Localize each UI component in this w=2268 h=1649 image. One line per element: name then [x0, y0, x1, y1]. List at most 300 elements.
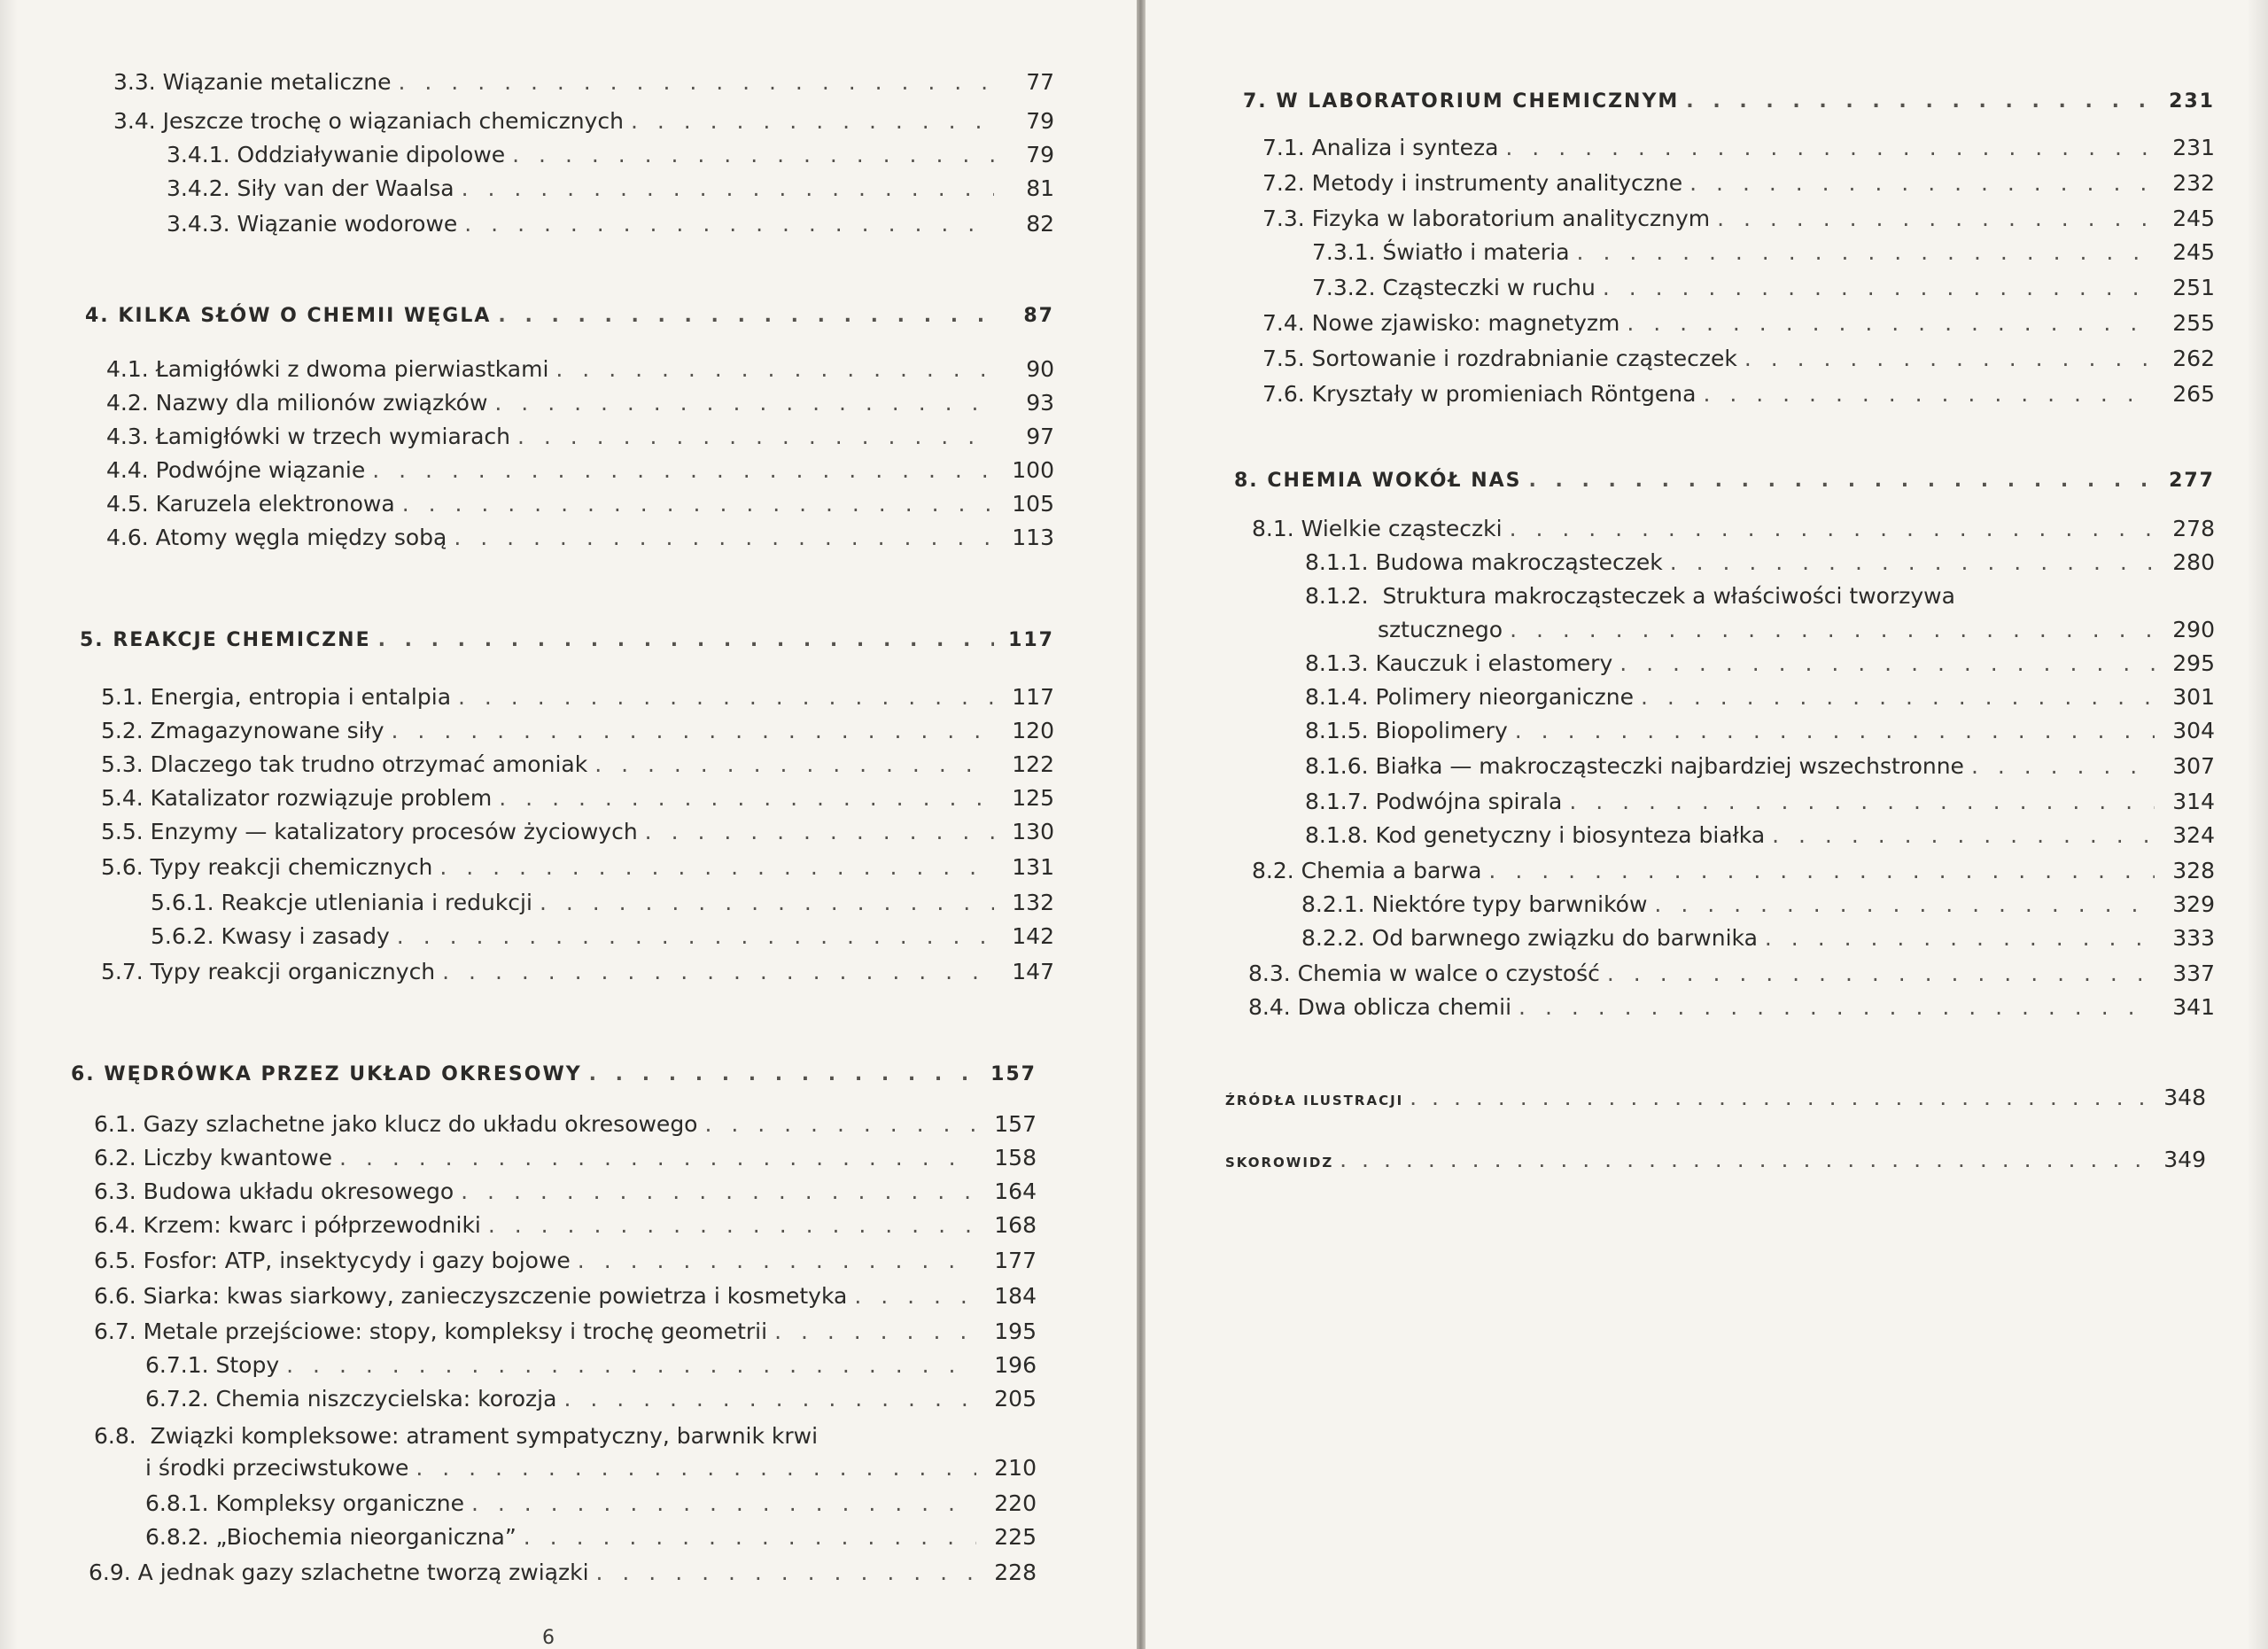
book-spine-gutter	[1137, 0, 1146, 1649]
entry-title: Katalizator rozwiązuje problem	[150, 785, 493, 811]
entry-title: Budowa układu okresowego	[143, 1178, 454, 1204]
entry-title: Biopolimery	[1375, 718, 1508, 743]
dot-leader	[1510, 514, 2155, 544]
entry-title: Łamigłówki w trzech wymiarach	[155, 424, 510, 449]
toc-entry	[101, 817, 1054, 847]
entry-title: Podwójna spirala	[1375, 789, 1563, 814]
entry-page: 205	[994, 1386, 1037, 1412]
dot-leader	[494, 388, 994, 418]
entry-title: „Biochemia nieorganiczna”	[215, 1524, 517, 1550]
entry-title: Wiązanie wodorowe	[237, 211, 458, 237]
chapter-page: 117	[1008, 629, 1054, 651]
dot-leader	[392, 716, 994, 746]
back-matter-entry	[1225, 1083, 2206, 1116]
entry-number: 8.1.5.	[1305, 718, 1369, 743]
toc-entry	[1262, 379, 2215, 409]
entry-number: 3.4.3.	[167, 211, 230, 237]
entry-number: 8.2.2.	[1301, 925, 1365, 951]
chapter-page: 277	[2169, 470, 2215, 492]
toc-entry	[106, 422, 1054, 452]
entry-title: Chemia niszczycielska: korozja	[215, 1386, 557, 1412]
chapter-title: WĘDRÓWKA PRZEZ UKŁAD OKRESOWY	[104, 1063, 582, 1085]
dot-leader	[286, 1350, 976, 1381]
toc-entry-first-line	[94, 1421, 818, 1451]
dot-leader	[1717, 204, 2155, 234]
entry-page: 157	[994, 1111, 1037, 1137]
entry-title: Struktura makrocząsteczek a właściwości tworzywa	[1382, 583, 1955, 609]
dot-leader	[1627, 308, 2155, 338]
entry-title: A jednak gazy szlachetne tworzą związki	[137, 1560, 589, 1585]
toc-entry	[101, 716, 1054, 746]
entry-title: Podwójne wiązanie	[155, 457, 366, 483]
entry-title: Krzem: kwarc i półprzewodniki	[143, 1212, 481, 1238]
entry-page: 122	[1012, 751, 1054, 777]
dot-leader	[540, 888, 994, 918]
entry-number: 7.1.	[1262, 135, 1305, 160]
chapter-heading	[71, 1060, 1037, 1090]
entry-number: 8.3.	[1248, 961, 1291, 986]
entry-page: 295	[2172, 650, 2215, 676]
entry-number: 4.5.	[106, 491, 149, 517]
back-matter-page: 348	[2163, 1085, 2206, 1110]
entry-page: 105	[1012, 491, 1054, 517]
entry-title: Siły van der Waalsa	[237, 175, 454, 201]
entry-number: 4.4.	[106, 457, 149, 483]
toc-entry	[1305, 716, 2215, 746]
chapter-page: 231	[2169, 90, 2215, 113]
entry-title: Oddziaływanie dipolowe	[237, 142, 506, 167]
entry-page: 196	[994, 1352, 1037, 1378]
entry-number: 5.6.1.	[151, 890, 214, 915]
entry-title: Chemia a barwa	[1301, 858, 1482, 883]
entry-page: 147	[1012, 959, 1054, 984]
entry-page: 245	[2172, 206, 2215, 231]
entry-number: 8.2.1.	[1301, 891, 1365, 917]
dot-leader	[1772, 821, 2155, 851]
toc-entry	[145, 1522, 1037, 1552]
entry-page: 255	[2172, 310, 2215, 336]
entry-number: 4.6.	[106, 525, 149, 550]
entry-title: Fosfor: ATP, insektycydy i gazy bojowe	[143, 1248, 571, 1273]
chapter-page: 157	[990, 1063, 1037, 1085]
entry-title: Metale przejściowe: stopy, kompleksy i trochę geometrii	[143, 1318, 768, 1344]
entry-number: 5.3.	[101, 751, 144, 777]
toc-entry	[94, 1109, 1037, 1140]
entry-title: Gazy szlachetne jako klucz do układu okresowego	[143, 1111, 698, 1137]
chapter-title: CHEMIA WOKÓŁ NAS	[1267, 470, 1522, 492]
entry-number: 4.3.	[106, 424, 149, 449]
dot-leader	[397, 922, 994, 952]
dot-leader	[462, 174, 994, 204]
dot-leader	[578, 1246, 976, 1276]
entry-number: 6.1.	[94, 1111, 136, 1137]
toc-entry	[1262, 133, 2215, 163]
toc-entry	[101, 783, 1054, 813]
entry-number: 5.7.	[101, 959, 144, 984]
entry-page: 93	[1026, 390, 1054, 416]
entry-page: 113	[1012, 525, 1054, 550]
toc-entry	[1248, 959, 2215, 989]
entry-title: Siarka: kwas siarkowy, zanieczyszczenie powietrza i kosmetyka	[143, 1283, 848, 1309]
chapter-heading	[85, 301, 1054, 331]
entry-number: 8.1.4.	[1305, 684, 1369, 710]
entry-page: 184	[994, 1283, 1037, 1309]
toc-entry	[1305, 649, 2215, 679]
toc-entry	[94, 1210, 1037, 1241]
toc-entry	[113, 67, 1054, 97]
entry-title: Reakcje utleniania i redukcji	[221, 890, 532, 915]
dot-leader	[339, 1143, 976, 1173]
toc-entry	[1262, 308, 2215, 338]
entry-number: 6.4.	[94, 1212, 136, 1238]
entry-title: Wielkie cząsteczki	[1301, 516, 1503, 541]
toc-entry	[94, 1177, 1037, 1207]
entry-page: 158	[994, 1145, 1037, 1171]
dot-leader	[402, 489, 994, 519]
entry-number: 7.5.	[1262, 346, 1305, 371]
dot-leader	[1518, 992, 2155, 1023]
entry-title-continued: sztucznego	[1378, 617, 1503, 642]
entry-number: 4.1.	[106, 356, 149, 382]
entry-number: 6.8.	[94, 1423, 136, 1449]
dot-leader	[454, 523, 994, 553]
entry-number: 6.5.	[94, 1248, 136, 1273]
dot-leader	[1703, 379, 2155, 409]
entry-number: 6.7.	[94, 1318, 136, 1344]
entry-number: 5.6.	[101, 854, 144, 880]
entry-number: 8.1.3.	[1305, 650, 1369, 676]
toc-entry	[94, 1143, 1037, 1173]
dot-leader	[1340, 1147, 2146, 1178]
chapter-number: 5.	[80, 629, 105, 651]
dot-leader	[517, 422, 994, 452]
toc-entry	[94, 1317, 1037, 1347]
toc-entry	[1252, 514, 2215, 544]
entry-title: Karuzela elektronowa	[155, 491, 395, 517]
entry-number: 8.1.8.	[1305, 822, 1369, 848]
entry-number: 4.2.	[106, 390, 149, 416]
entry-number: 3.4.2.	[167, 175, 230, 201]
entry-page: 314	[2172, 789, 2215, 814]
entry-title: Niektóre typy barwników	[1371, 891, 1648, 917]
dot-leader	[1641, 682, 2155, 712]
page-number: 6	[542, 1627, 555, 1649]
toc-entry	[1262, 168, 2215, 198]
toc-entry	[94, 1246, 1037, 1276]
back-matter-title: SKOROWIDZ	[1225, 1155, 1334, 1171]
toc-entry	[145, 1350, 1037, 1381]
dot-leader	[594, 750, 994, 780]
entry-title: Łamigłówki z dwoma pierwiastkami	[155, 356, 549, 382]
chapter-title: W LABORATORIUM CHEMICZNYM	[1276, 90, 1680, 113]
entry-number: 6.8.2.	[145, 1524, 209, 1550]
dot-leader	[563, 1384, 976, 1414]
toc-entry	[1305, 787, 2215, 817]
dot-leader	[555, 354, 994, 385]
toc-entry	[1312, 273, 2215, 303]
entry-number: 8.1.6.	[1305, 753, 1369, 779]
entry-title: Enzymy — katalizatory procesów życiowych	[150, 819, 638, 844]
dot-leader	[1515, 716, 2155, 746]
dot-leader	[704, 1109, 976, 1140]
dot-leader	[1410, 1085, 2146, 1116]
dot-leader	[1654, 890, 2155, 920]
entry-page: 220	[994, 1490, 1037, 1516]
entry-page: 97	[1026, 424, 1054, 449]
toc-entry	[1301, 923, 2215, 953]
dot-leader	[498, 301, 994, 331]
toc-entry	[1305, 821, 2215, 851]
entry-title: Kod genetyczny i biosynteza białka	[1375, 822, 1766, 848]
toc-entry	[101, 957, 1054, 987]
entry-number: 8.2.	[1252, 858, 1294, 883]
right-page-edge-shadow	[2247, 0, 2268, 1649]
toc-entry	[151, 922, 1054, 952]
entry-title: Polimery nieorganiczne	[1375, 684, 1635, 710]
chapter-number: 6.	[71, 1063, 96, 1085]
entry-title: Białka — makrocząsteczki najbardziej wszechstronne	[1375, 753, 1964, 779]
toc-entry	[106, 354, 1054, 385]
chapter-heading	[1234, 466, 2215, 496]
entry-title: Energia, entropia i entalpia	[150, 684, 452, 710]
dot-leader	[471, 1489, 976, 1519]
entry-page: 82	[1026, 211, 1054, 237]
toc-entry	[101, 852, 1054, 883]
entry-number: 5.6.2.	[151, 923, 214, 949]
right-page	[1146, 0, 2268, 1649]
entry-page: 90	[1026, 356, 1054, 382]
dot-leader	[854, 1281, 976, 1311]
toc-entry	[101, 682, 1054, 712]
entry-title: Kryształy w promieniach Röntgena	[1311, 381, 1697, 407]
entry-number: 6.2.	[94, 1145, 136, 1171]
toc-entry-continuation	[1378, 615, 2215, 645]
dot-leader	[1607, 959, 2155, 989]
toc-entry	[1301, 890, 2215, 920]
entry-title: Typy reakcji organicznych	[150, 959, 436, 984]
toc-entry	[145, 1384, 1037, 1414]
toc-entry	[151, 888, 1054, 918]
entry-title: Zmagazynowane siły	[150, 718, 384, 743]
toc-entry-first-line	[1305, 581, 1955, 611]
entry-number: 6.7.1.	[145, 1352, 209, 1378]
entry-number: 5.1.	[101, 684, 144, 710]
entry-page: 130	[1012, 819, 1054, 844]
back-matter-entry	[1225, 1145, 2206, 1178]
dot-leader	[442, 957, 994, 987]
left-page-edge-shadow	[0, 0, 18, 1649]
toc-entry	[1252, 856, 2215, 886]
entry-title: Kwasy i zasady	[221, 923, 390, 949]
dot-leader	[461, 1177, 976, 1207]
entry-number: 7.3.	[1262, 206, 1305, 231]
entry-page: 225	[994, 1524, 1037, 1550]
chapter-number: 7.	[1243, 90, 1268, 113]
entry-page: 228	[994, 1560, 1037, 1585]
entry-number: 8.4.	[1248, 994, 1291, 1020]
toc-entry	[1305, 682, 2215, 712]
dot-leader	[1488, 856, 2155, 886]
dot-leader	[774, 1317, 976, 1347]
entry-number: 5.4.	[101, 785, 144, 811]
entry-number: 8.1.	[1252, 516, 1294, 541]
entry-number: 6.7.2.	[145, 1386, 209, 1412]
entry-number: 3.4.1.	[167, 142, 230, 167]
entry-title: Kauczuk i elastomery	[1375, 650, 1613, 676]
entry-page: 333	[2172, 925, 2215, 951]
entry-page: 177	[994, 1248, 1037, 1273]
toc-entry	[89, 1558, 1037, 1588]
toc-entry	[101, 750, 1054, 780]
dot-leader	[439, 852, 994, 883]
back-matter-title: ŹRÓDŁA ILUSTRACJI	[1225, 1093, 1404, 1108]
entry-title: Jeszcze trochę o wiązaniach chemicznych	[162, 108, 624, 134]
entry-number: 3.3.	[113, 69, 156, 95]
toc-entry-continuation	[145, 1453, 1037, 1483]
entry-title: Kompleksy organiczne	[215, 1490, 464, 1516]
entry-title: Typy reakcji chemicznych	[150, 854, 433, 880]
toc-entry	[106, 523, 1054, 553]
entry-page: 195	[994, 1318, 1037, 1344]
toc-entry	[1262, 344, 2215, 374]
dot-leader	[1603, 273, 2155, 303]
chapter-number: 8.	[1234, 470, 1259, 492]
entry-title: Metody i instrumenty analityczne	[1311, 170, 1683, 196]
entry-number: 5.2.	[101, 718, 144, 743]
chapter-heading	[1243, 87, 2215, 117]
entry-page: 328	[2172, 858, 2215, 883]
dot-leader	[1510, 615, 2155, 645]
dot-leader	[1577, 237, 2155, 268]
toc-entry	[1312, 237, 2215, 268]
dot-leader	[399, 67, 994, 97]
entry-page: 79	[1026, 108, 1054, 134]
dot-leader	[631, 106, 994, 136]
entry-page: 337	[2172, 961, 2215, 986]
entry-number: 6.6.	[94, 1283, 136, 1309]
entry-number: 3.4.	[113, 108, 156, 134]
entry-page: 81	[1026, 175, 1054, 201]
entry-number: 7.2.	[1262, 170, 1305, 196]
entry-number: 7.4.	[1262, 310, 1305, 336]
chapter-number: 4.	[85, 305, 110, 327]
entry-title: Związki kompleksowe: atrament sympatyczny, barwnik krwi	[150, 1423, 819, 1449]
entry-title: Nowe zjawisko: magnetyzm	[1311, 310, 1620, 336]
chapter-title: KILKA SŁÓW O CHEMII WĘGLA	[118, 305, 492, 327]
entry-title: Fizyka w laboratorium analitycznym	[1311, 206, 1711, 231]
entry-title: Wiązanie metaliczne	[162, 69, 392, 95]
entry-page: 251	[2172, 275, 2215, 300]
entry-number: 8.1.7.	[1305, 789, 1369, 814]
toc-entry	[106, 489, 1054, 519]
entry-page: 120	[1012, 718, 1054, 743]
entry-number: 8.1.2.	[1305, 583, 1369, 609]
entry-title: Światło i materia	[1382, 239, 1570, 265]
dot-leader	[589, 1060, 976, 1090]
dot-leader	[524, 1522, 976, 1552]
toc-entry	[94, 1281, 1037, 1311]
entry-page: 168	[994, 1212, 1037, 1238]
entry-number: 7.3.1.	[1312, 239, 1376, 265]
entry-page: 117	[1012, 684, 1054, 710]
entry-number: 7.3.2.	[1312, 275, 1376, 300]
entry-number: 6.8.1.	[145, 1490, 209, 1516]
dot-leader	[645, 817, 994, 847]
toc-entry	[106, 455, 1054, 486]
dot-leader	[1529, 466, 2155, 496]
dot-leader	[372, 455, 994, 486]
dot-leader	[378, 626, 994, 656]
entry-page: 100	[1012, 457, 1054, 483]
entry-title: Atomy węgla między sobą	[155, 525, 447, 550]
toc-entry	[1305, 548, 2215, 578]
toc-entry	[1305, 751, 2215, 782]
chapter-heading	[80, 626, 1054, 656]
entry-page: 307	[2172, 753, 2215, 779]
entry-page: 142	[1012, 923, 1054, 949]
entry-page: 131	[1012, 854, 1054, 880]
dot-leader	[1686, 87, 2155, 117]
dot-leader	[1744, 344, 2155, 374]
dot-leader	[1670, 548, 2155, 578]
entry-page: 132	[1012, 890, 1054, 915]
toc-entry	[145, 1489, 1037, 1519]
entry-page: 232	[2172, 170, 2215, 196]
toc-entry	[1262, 204, 2215, 234]
entry-title: Liczby kwantowe	[143, 1145, 333, 1171]
dot-leader	[1971, 751, 2155, 782]
entry-number: 7.6.	[1262, 381, 1305, 407]
entry-title: Chemia w walce o czystość	[1297, 961, 1600, 986]
entry-page: 262	[2172, 346, 2215, 371]
dot-leader	[1765, 923, 2155, 953]
entry-page: 231	[2172, 135, 2215, 160]
entry-page: 79	[1026, 142, 1054, 167]
entry-title: Sortowanie i rozdrabnianie cząsteczek	[1311, 346, 1737, 371]
toc-entry	[167, 174, 1054, 204]
dot-leader	[512, 140, 994, 170]
dot-leader	[596, 1558, 976, 1588]
entry-title: Cząsteczki w ruchu	[1382, 275, 1596, 300]
entry-page: 290	[2172, 617, 2215, 642]
entry-page: 245	[2172, 239, 2215, 265]
entry-page: 125	[1012, 785, 1054, 811]
dot-leader	[1619, 649, 2155, 679]
chapter-page: 87	[1023, 305, 1054, 327]
back-matter-page: 349	[2163, 1147, 2206, 1172]
entry-title: Stopy	[215, 1352, 280, 1378]
entry-page: 278	[2172, 516, 2215, 541]
entry-title: Analiza i synteza	[1311, 135, 1499, 160]
dot-leader	[1569, 787, 2155, 817]
entry-title: Budowa makrocząsteczek	[1375, 549, 1663, 575]
entry-number: 6.3.	[94, 1178, 136, 1204]
entry-page: 304	[2172, 718, 2215, 743]
dot-leader	[416, 1453, 976, 1483]
dot-leader	[488, 1210, 976, 1241]
entry-title: Dwa oblicza chemii	[1297, 994, 1512, 1020]
dot-leader	[464, 209, 994, 239]
toc-entry	[167, 140, 1054, 170]
entry-title: Nazwy dla milionów związków	[155, 390, 488, 416]
toc-entry	[106, 388, 1054, 418]
entry-title: Dlaczego tak trudno otrzymać amoniak	[150, 751, 588, 777]
dot-leader	[1689, 168, 2155, 198]
toc-entry	[1248, 992, 2215, 1023]
entry-title: Od barwnego związku do barwnika	[1371, 925, 1758, 951]
toc-entry	[113, 106, 1054, 136]
chapter-title: REAKCJE CHEMICZNE	[113, 629, 371, 651]
